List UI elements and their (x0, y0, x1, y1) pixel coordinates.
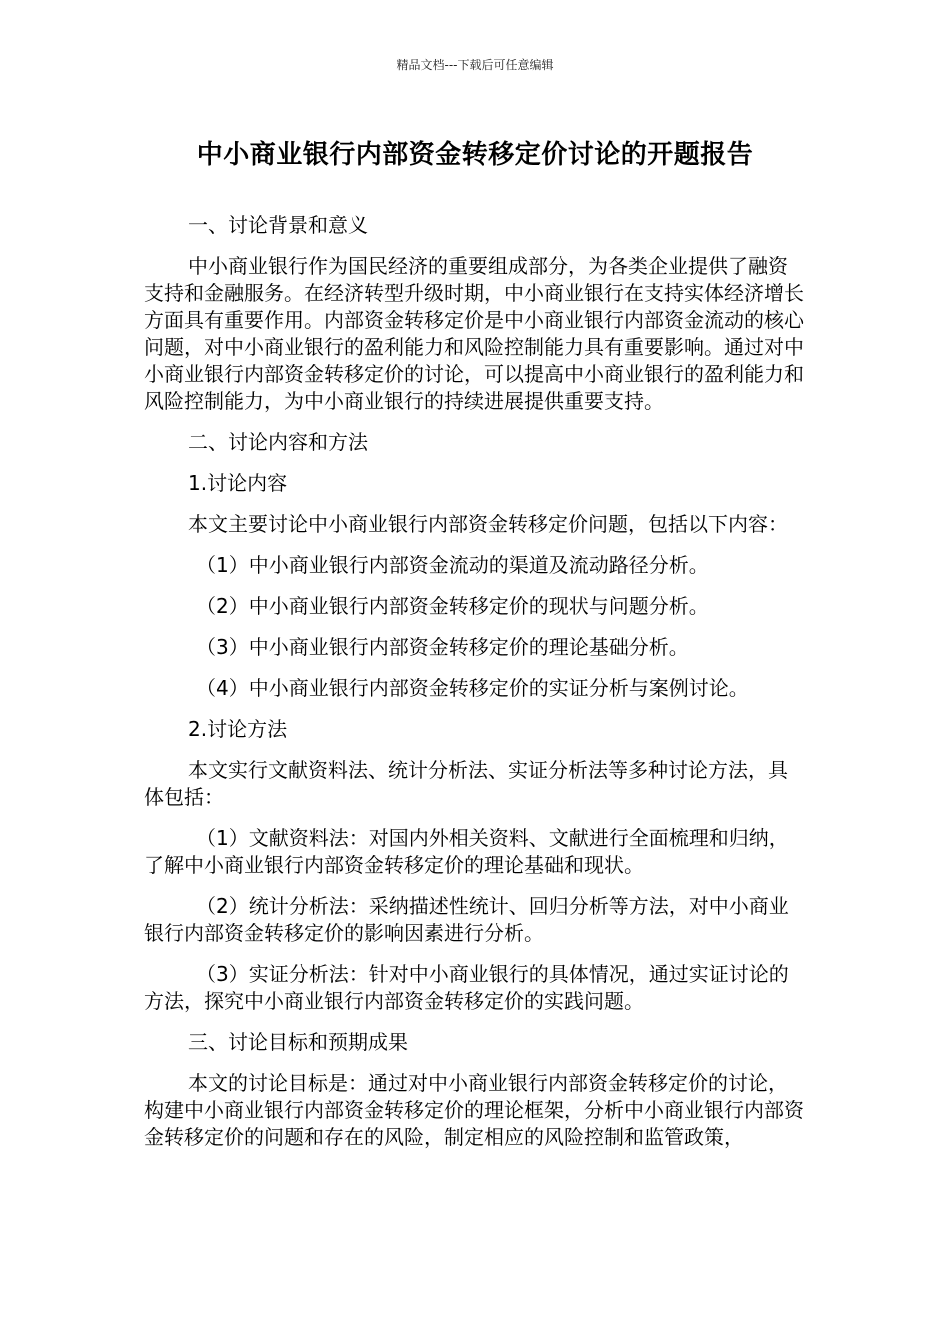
content-item: （3）中小商业银行内部资金转移定价的理论基础分析。 (196, 635, 689, 659)
section-heading-goals: 三、讨论目标和预期成果 (188, 1030, 408, 1054)
document-title: 中小商业银行内部资金转移定价讨论的开题报告 (196, 140, 754, 170)
section-heading-background: 一、讨论背景和意义 (188, 213, 368, 237)
subheading-method: 2.讨论方法 (188, 717, 288, 741)
method-item: （1）文献资料法：对国内外相关资料、文献进行全面梳理和归纳，了解中小商业银行内部资金转移定价的理论基础和现状。 (144, 826, 789, 877)
method-intro: 本文实行文献资料法、统计分析法、实证分析法等多种讨论方法，具体包括： (144, 758, 788, 809)
document-body (144, 212, 806, 1151)
content-intro: 本文主要讨论中小商业银行内部资金转移定价问题，包括以下内容： (188, 512, 788, 536)
content-item: （1）中小商业银行内部资金流动的渠道及流动路径分析。 (196, 553, 709, 577)
content-item: （4）中小商业银行内部资金转移定价的实证分析与案例讨论。 (196, 676, 749, 700)
subheading-content: 1.讨论内容 (188, 471, 288, 495)
section-heading-content-method: 二、讨论内容和方法 (188, 430, 368, 454)
method-item: （3）实证分析法：针对中小商业银行的具体情况，通过实证讨论的方法，探究中小商业银行内部资金转移定价的实践问题。 (144, 962, 789, 1013)
content-item: （2）中小商业银行内部资金转移定价的现状与问题分析。 (196, 594, 709, 618)
background-paragraph: 中小商业银行作为国民经济的重要组成部分，为各类企业提供了融资支持和金融服务。在经济转型升级时期，中小商业银行在支持实体经济增长方面具有重要作用。内部资金转移定价是中小商业银行内部资金流动的核心问题，对中小商业银行的盈利能力和风险控制能力具有重要影响。通过对中小商业银行内部资金转移定价的讨论，可以提高中小商业银行的盈利能力和风险控制能力，为中小商业银行的持续进展提供重要支持。 (144, 254, 804, 413)
method-item: （2）统计分析法：采纳描述性统计、回归分析等方法，对中小商业银行内部资金转移定价的影响因素进行分析。 (144, 894, 789, 945)
page-header: 精品文档---下载后可任意编辑 (396, 58, 554, 72)
goals-paragraph: 本文的讨论目标是：通过对中小商业银行内部资金转移定价的讨论，构建中小商业银行内部资金转移定价的理论框架，分析中小商业银行内部资金转移定价的问题和存在的风险，制定相应的风险控制和监管政策， (144, 1071, 804, 1149)
